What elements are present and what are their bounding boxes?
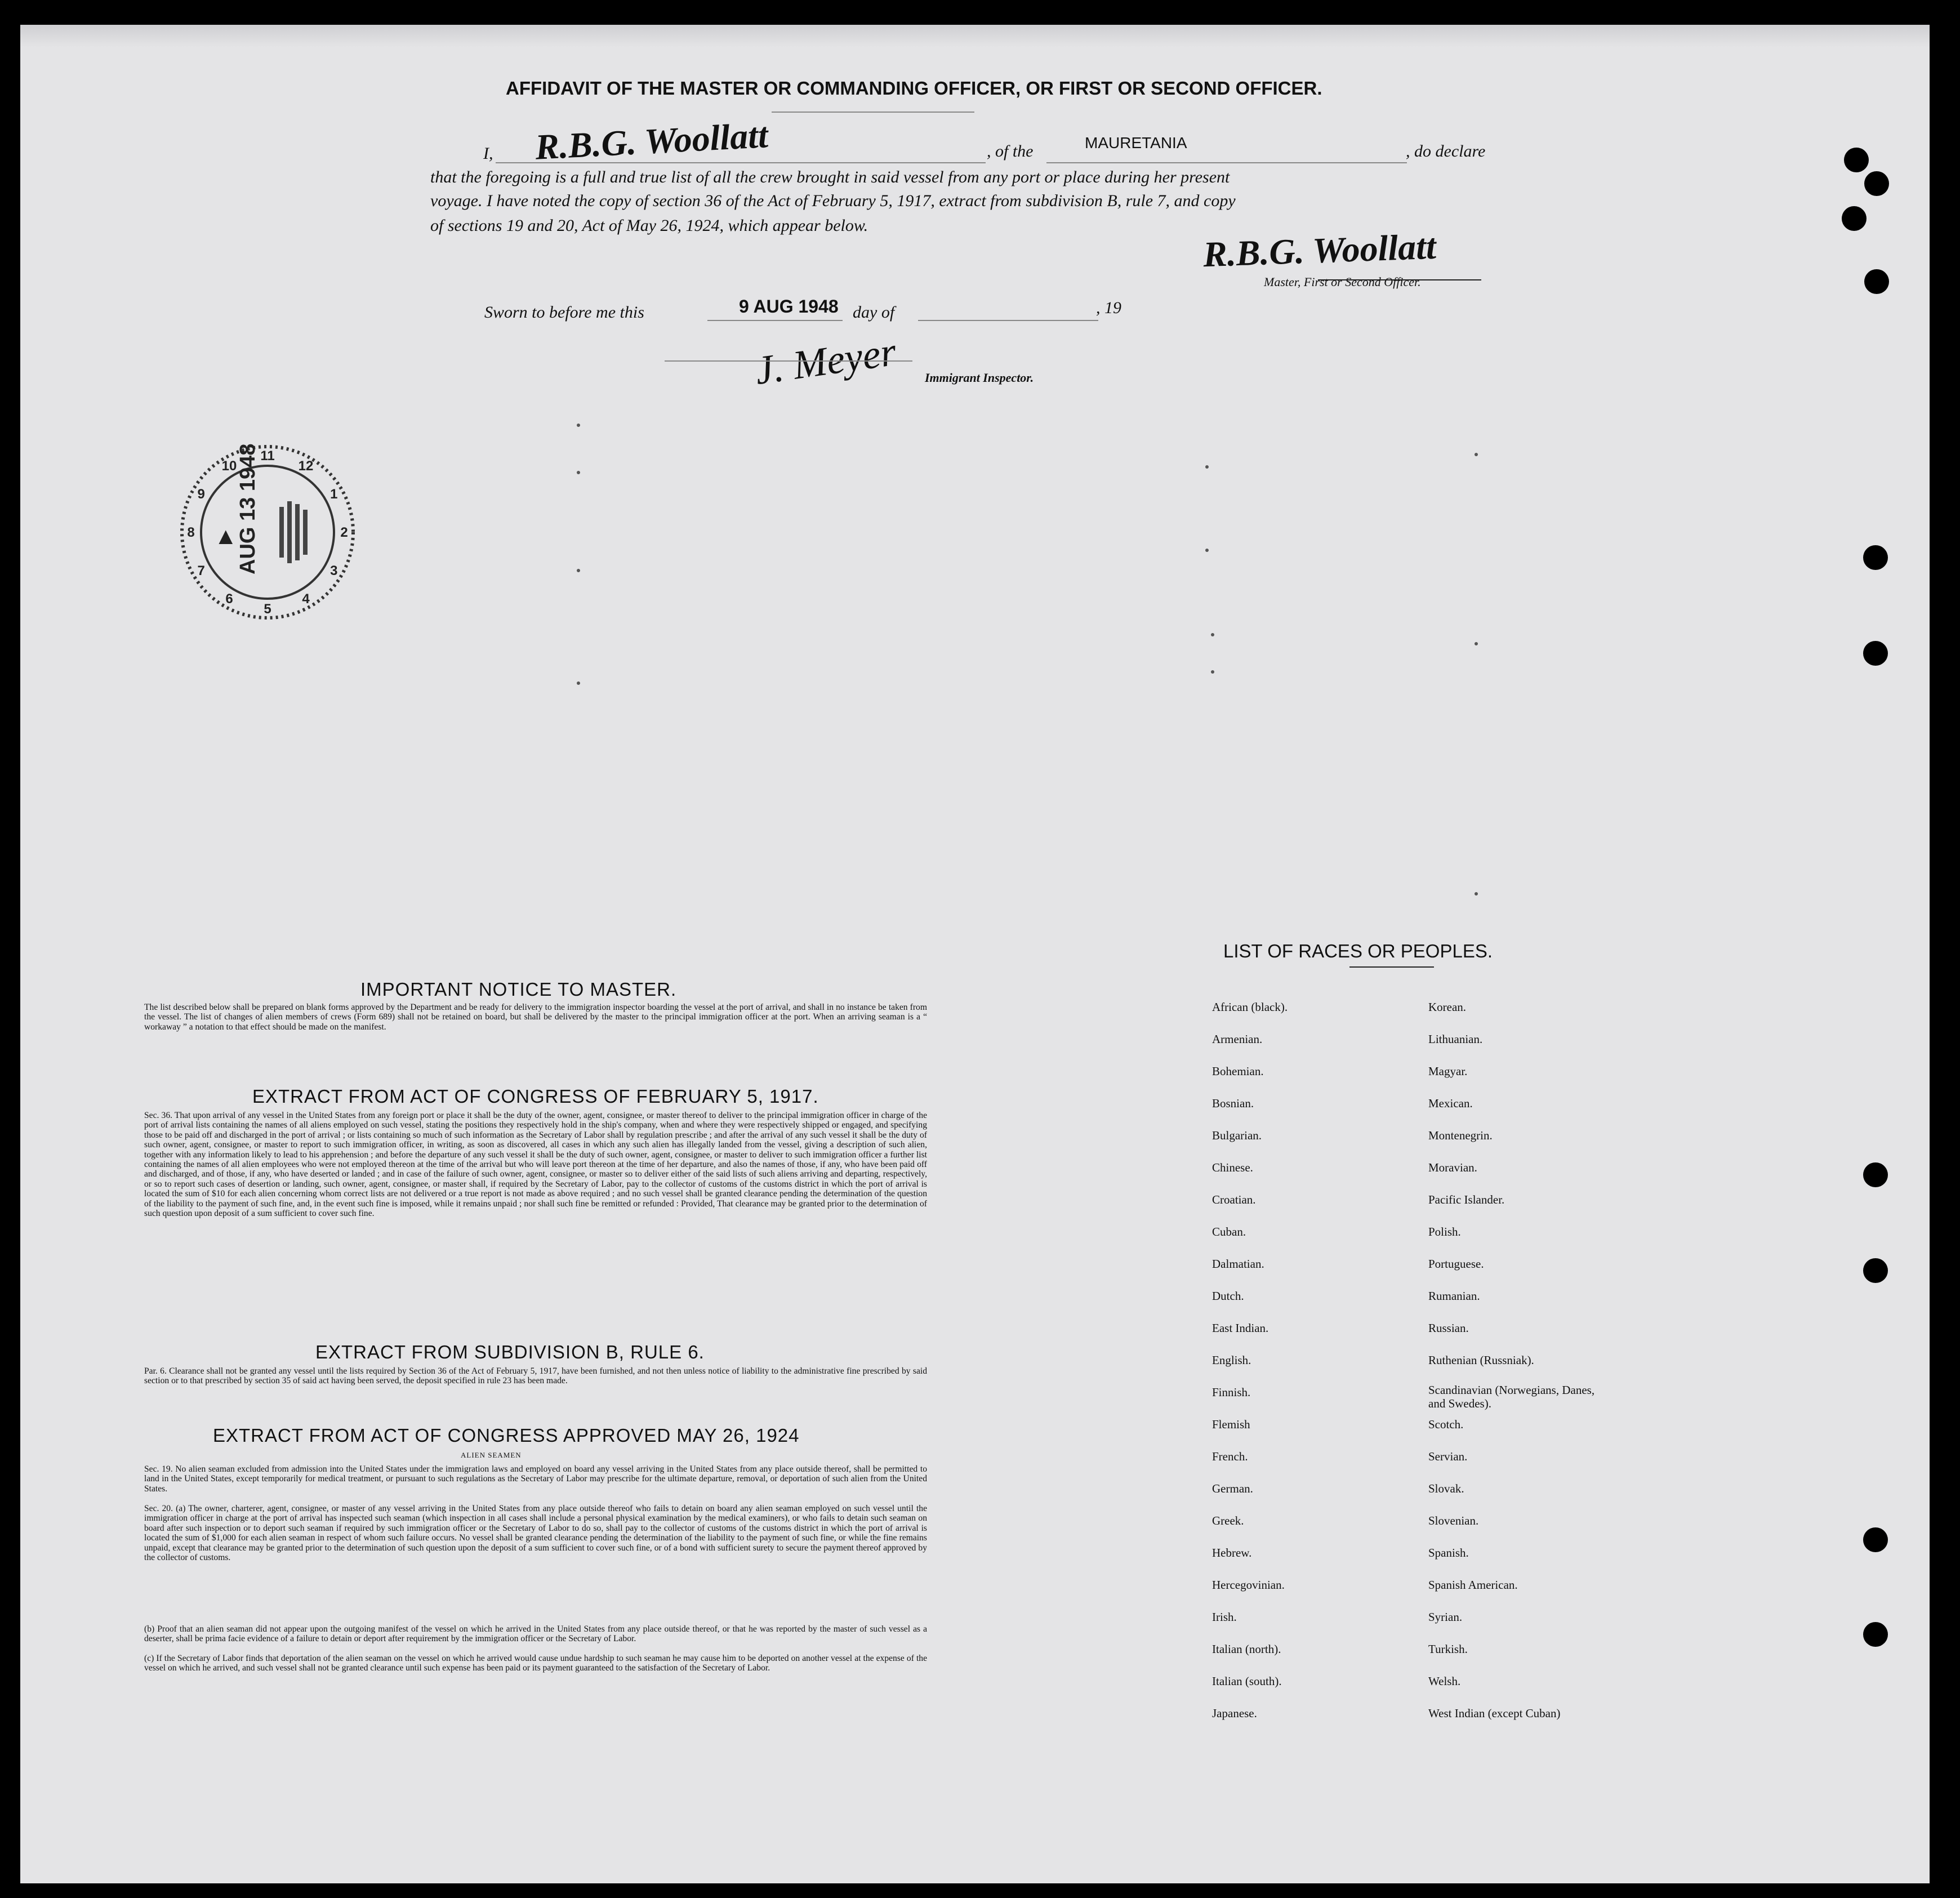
race-item: Scotch. [1428,1418,1464,1431]
race-item: Dalmatian. [1212,1257,1264,1271]
inspector-label: Immigrant Inspector. [925,371,1034,385]
race-item: Montenegrin. [1428,1129,1493,1142]
signatory-signature: R.B.G. Woollatt [534,115,769,167]
year-label: , 19 [1096,298,1121,317]
master-label: Master, First or Second Officer. [1264,275,1421,289]
race-item: Bulgarian. [1212,1129,1262,1142]
race-item: Servian. [1428,1450,1468,1463]
race-item: Mexican. [1428,1097,1473,1110]
of-the-label: , of the [987,142,1034,161]
race-item: Finnish. [1212,1385,1251,1399]
stray-dot [1475,892,1478,895]
stamp-ring-number: 9 [197,487,205,502]
stamp-ring-number: 8 [187,525,195,540]
immigration-stamp [175,439,360,625]
race-item: Italian (south). [1212,1674,1282,1688]
race-item: Pacific Islander. [1428,1193,1505,1206]
stamp-ring-number: 10 [221,458,237,474]
inspector-signature: J. Meyer [752,328,899,394]
heading-rule [772,112,974,113]
stray-dot [1205,549,1209,552]
race-item: Armenian. [1212,1032,1263,1046]
extract-rule6-heading: EXTRACT FROM SUBDIVISION B, RULE 6. [315,1342,705,1362]
affidavit-body-line-3: of sections 19 and 20, Act of May 26, 1924, which appear below. [430,216,868,235]
extract-1917-text: Sec. 36. That upon arrival of any vessel in the United States from any foreign port or place it shall be the duty of the owner, agent, consignee, or master thereof to deliver to the principal immigration officer in charge of the port of arrival lists containing the names of all aliens employed on such vessel, stating the positions they respectively hold in the ship's company, when and where they were respectively shipped or engaged, and specifying those to be paid off and discharged in the port of arrival ; or lists containing so much of such information as the Secretary of Labor shall by regulation prescribe ; and after the arrival of any such vessel it shall be the duty of such owner, agent, consignee, or master to report to such immigration officer, in writing, as soon as discovered, all cases in which any such alien has illegally landed from the vessel, giving a description of such alien, together with any information likely to lead to his apprehension ; and before the departure of any such vessel it shall be the duty of such owner, agent, consignee, or master to deliver to such immigration officer a further list containing the names of all alien employees who were not employed thereon at the time of the arrival but who will leave port thereon at the time of her departure, and also the names of those, if any, who have been paid off and discharged, and of those, if any, who have deserted or landed ; and in case of the failure of such owner, agent, consignee, or master so to deliver either of the said lists of such aliens arriving and departing, respectively, or so to report such cases of desertion or landing, such owner, agent, consignee, or master shall, if required by the Secretary of Labor, pay to the collector of customs of the customs district in which the port of arrival is located the sum of $10 for each alien concerning whom correct lists are not delivered or a true report is not made as above required ; and no such vessel shall be granted clearance pending the determination of the question of the liability to the payment of such fine, and, in the event such fine is imposed, while it remains unpaid ; nor shall such fine be remitted or refunded : Provided, That clearance may be granted prior to the determination of such question upon deposit of a sum sufficient to cover such fine. [144,1111,927,1219]
extract-1924-heading: EXTRACT FROM ACT OF CONGRESS APPROVED MAY 26, 1924 [213,1425,800,1446]
race-item: Cuban. [1212,1225,1246,1238]
stamp-ring-number: 11 [260,448,275,464]
stray-dot [577,471,580,474]
stray-dot [1475,642,1478,645]
punch-hole [1842,206,1867,231]
race-item: Turkish. [1428,1642,1468,1656]
sworn-label: Sworn to before me this [484,303,644,322]
notice-heading: IMPORTANT NOTICE TO MASTER. [360,979,677,1000]
race-item: Korean. [1428,1000,1467,1014]
race-item: Dutch. [1212,1289,1244,1303]
punch-hole [1863,1622,1888,1647]
race-item: Chinese. [1212,1161,1253,1174]
extract-1924-sec20a: Sec. 20. (a) The owner, charterer, agent, consignee, or master of any vessel arriving in the United States from any place outside thereof who fails to detain on board any alien seaman employed on such vessel until the immigration officer in charge at the port of arrival has inspected such seaman (which inspection in all cases shall include a personal physical examination by the medical examiners), or who fails to detain such seaman on board after such inspection or to deport such seaman if required by such immigration officer or the Secretary of Labor to do so, shall pay to the collector of customs of the customs district in which the port of arrival is located the sum of $1,000 for each alien seaman in respect of whom such failure occurs. No vessel shall be granted clearance pending the determination of the liability to the payment of such fine, or while the fine remains unpaid, except that clearance may be granted prior to the determination of such question upon the deposit of a sum sufficient to cover such fine, or of a bond with sufficient surety to secure the payment thereof approved by the collector of customs. [144,1504,927,1563]
stamp-graphic [175,439,360,625]
extract-1924-subheading: ALIEN SEAMEN [461,1451,522,1459]
race-item: Croatian. [1212,1193,1256,1206]
extract-1924-sec20c: (c) If the Secretary of Labor finds that deportation of the alien seaman on the vessel on which he arrived would cause undue hardship to such seaman he may cause him to be deported on another vessel at the expense of the vessel on which he arrived, and such vessel shall not be granted clearance until such expense has been paid or its payment guaranteed to the satisfaction of the Secretary of Labor. [144,1654,927,1673]
race-item: Ruthenian (Russniak). [1428,1353,1534,1367]
race-item: Slovak. [1428,1482,1464,1495]
race-item: Bohemian. [1212,1064,1264,1078]
race-item: Hebrew. [1212,1546,1252,1560]
punch-hole [1844,148,1869,172]
month-line [918,320,1098,321]
extract-rule6-text: Par. 6. Clearance shall not be granted any vessel until the lists required by Section 36 of the Act of February 5, 1917, have been furnished, and not then unless notice of liability to the administrative fine prescribed by said section or to that prescribed by section 35 of said act having been served, the deposit specified in rule 23 has been made. [144,1366,927,1386]
stray-dot [577,681,580,685]
race-item: Hercegovinian. [1212,1578,1285,1592]
stamp-date: AUG 13 1948 [236,443,260,574]
extract-1917-heading: EXTRACT FROM ACT OF CONGRESS OF FEBRUARY 5, 1917. [252,1086,819,1107]
races-heading: LIST OF RACES OR PEOPLES. [1223,941,1493,961]
stamp-ring-number: 3 [330,563,338,578]
stamp-ring-number: 1 [330,487,338,502]
page-top-edge [20,25,1930,47]
affidavit-heading: AFFIDAVIT OF THE MASTER OR COMMANDING OFFICER, OR FIRST OR SECOND OFFICER. [506,78,1322,99]
race-item: Magyar. [1428,1064,1468,1078]
stray-dot [577,569,580,572]
race-item: East Indian. [1212,1321,1269,1335]
stray-dot [577,424,580,427]
vessel-line [1046,162,1407,163]
notice-text: The list described below shall be prepared on blank forms approved by the Department and be ready for delivery to the immigration inspector boarding the vessel at the port of arrival, and shall in no instance be taken from the vessel. The list of changes of alien members of crews (Form 689) shall not be retained on board, but shall be delivered by the master to the principal immigration officer at the port. When an arriving seaman is a “ workaway ” a notation to that effect should be made on the manifest. [144,1003,927,1032]
race-item: Flemish [1212,1418,1250,1431]
name-line [496,162,986,163]
race-item: Slovenian. [1428,1514,1479,1527]
race-item: Welsh. [1428,1674,1461,1688]
svg-text:▲: ▲ [214,523,238,549]
race-item: Spanish. [1428,1546,1469,1560]
do-declare-label: , do declare [1406,142,1486,161]
stamp-ring-number: 4 [302,591,310,607]
stray-dot [1211,633,1214,636]
race-item: Japanese. [1212,1707,1257,1720]
document-page [20,25,1930,1883]
race-item: Moravian. [1428,1161,1477,1174]
extract-1924-sec20b: (b) Proof that an alien seaman did not appear upon the outgoing manifest of the vessel on which he arrived in the United States from any place outside thereof, or that he was reported by the master of such vessel as a deserter, shall be prima facie evidence of a failure to detain or deport after requirement by the immigration officer or the Secretary of Labor. [144,1624,927,1644]
race-item: German. [1212,1482,1253,1495]
race-item: Spanish American. [1428,1578,1518,1592]
stamp-ring-number: 12 [298,458,314,474]
sworn-date-line [707,320,843,321]
race-item: Russian. [1428,1321,1469,1335]
race-item: Scandinavian (Norwegians, Danes, and Swedes). [1428,1383,1595,1410]
race-item: Polish. [1428,1225,1461,1238]
stamp-ring-number: 5 [264,602,271,617]
vessel-name: MAURETANIA [1085,134,1187,152]
i-label: I, [483,144,493,163]
race-item: Rumanian. [1428,1289,1480,1303]
punch-hole [1864,269,1889,294]
race-item: Irish. [1212,1610,1237,1624]
punch-hole [1863,1258,1888,1283]
master-signature: R.B.G. Woollatt [1202,226,1437,275]
race-item: French. [1212,1450,1248,1463]
race-item: Portuguese. [1428,1257,1484,1271]
stray-dot [1475,453,1478,456]
stamp-ring-number: 7 [197,563,205,578]
race-item: African (black). [1212,1000,1288,1014]
stamp-ring-number: 6 [225,591,233,607]
punch-hole [1863,545,1888,570]
race-item: Syrian. [1428,1610,1463,1624]
race-item: Italian (north). [1212,1642,1281,1656]
race-item: Greek. [1212,1514,1244,1527]
race-item: Bosnian. [1212,1097,1254,1110]
master-label-strike [1318,279,1481,280]
race-item: West Indian (except Cuban) [1428,1707,1561,1720]
affidavit-body-line-1: that the foregoing is a full and true list of all the crew brought in said vessel from any port or place during her present [430,168,1230,186]
races-heading-rule [1349,966,1434,968]
affidavit-body-line-2: voyage. I have noted the copy of section 36 of the Act of February 5, 1917, extract from subdivision B, rule 7, and copy [430,191,1236,210]
stamp-ring-number: 2 [340,525,348,540]
punch-hole [1863,1527,1888,1552]
extract-1924-sec19: Sec. 19. No alien seaman excluded from admission into the United States under the immigration laws and employed on board any vessel arriving in the United States from any place outside thereof, shall be permitted to land in the United States, except temporarily for medical treatment, or pursuant to such regulations as the Secretary of Labor may prescribe for the ultimate departure, removal, or deportation of such alien from the United States. [144,1464,927,1494]
punch-hole [1864,171,1889,196]
sworn-date: 9 AUG 1948 [739,296,839,317]
punch-hole [1863,641,1888,666]
race-item: Lithuanian. [1428,1032,1483,1046]
day-of-label: day of [853,303,895,322]
race-item: English. [1212,1353,1251,1367]
punch-hole [1863,1162,1888,1187]
stray-dot [1205,465,1209,469]
stray-dot [1211,670,1214,674]
inspector-line [665,360,912,362]
